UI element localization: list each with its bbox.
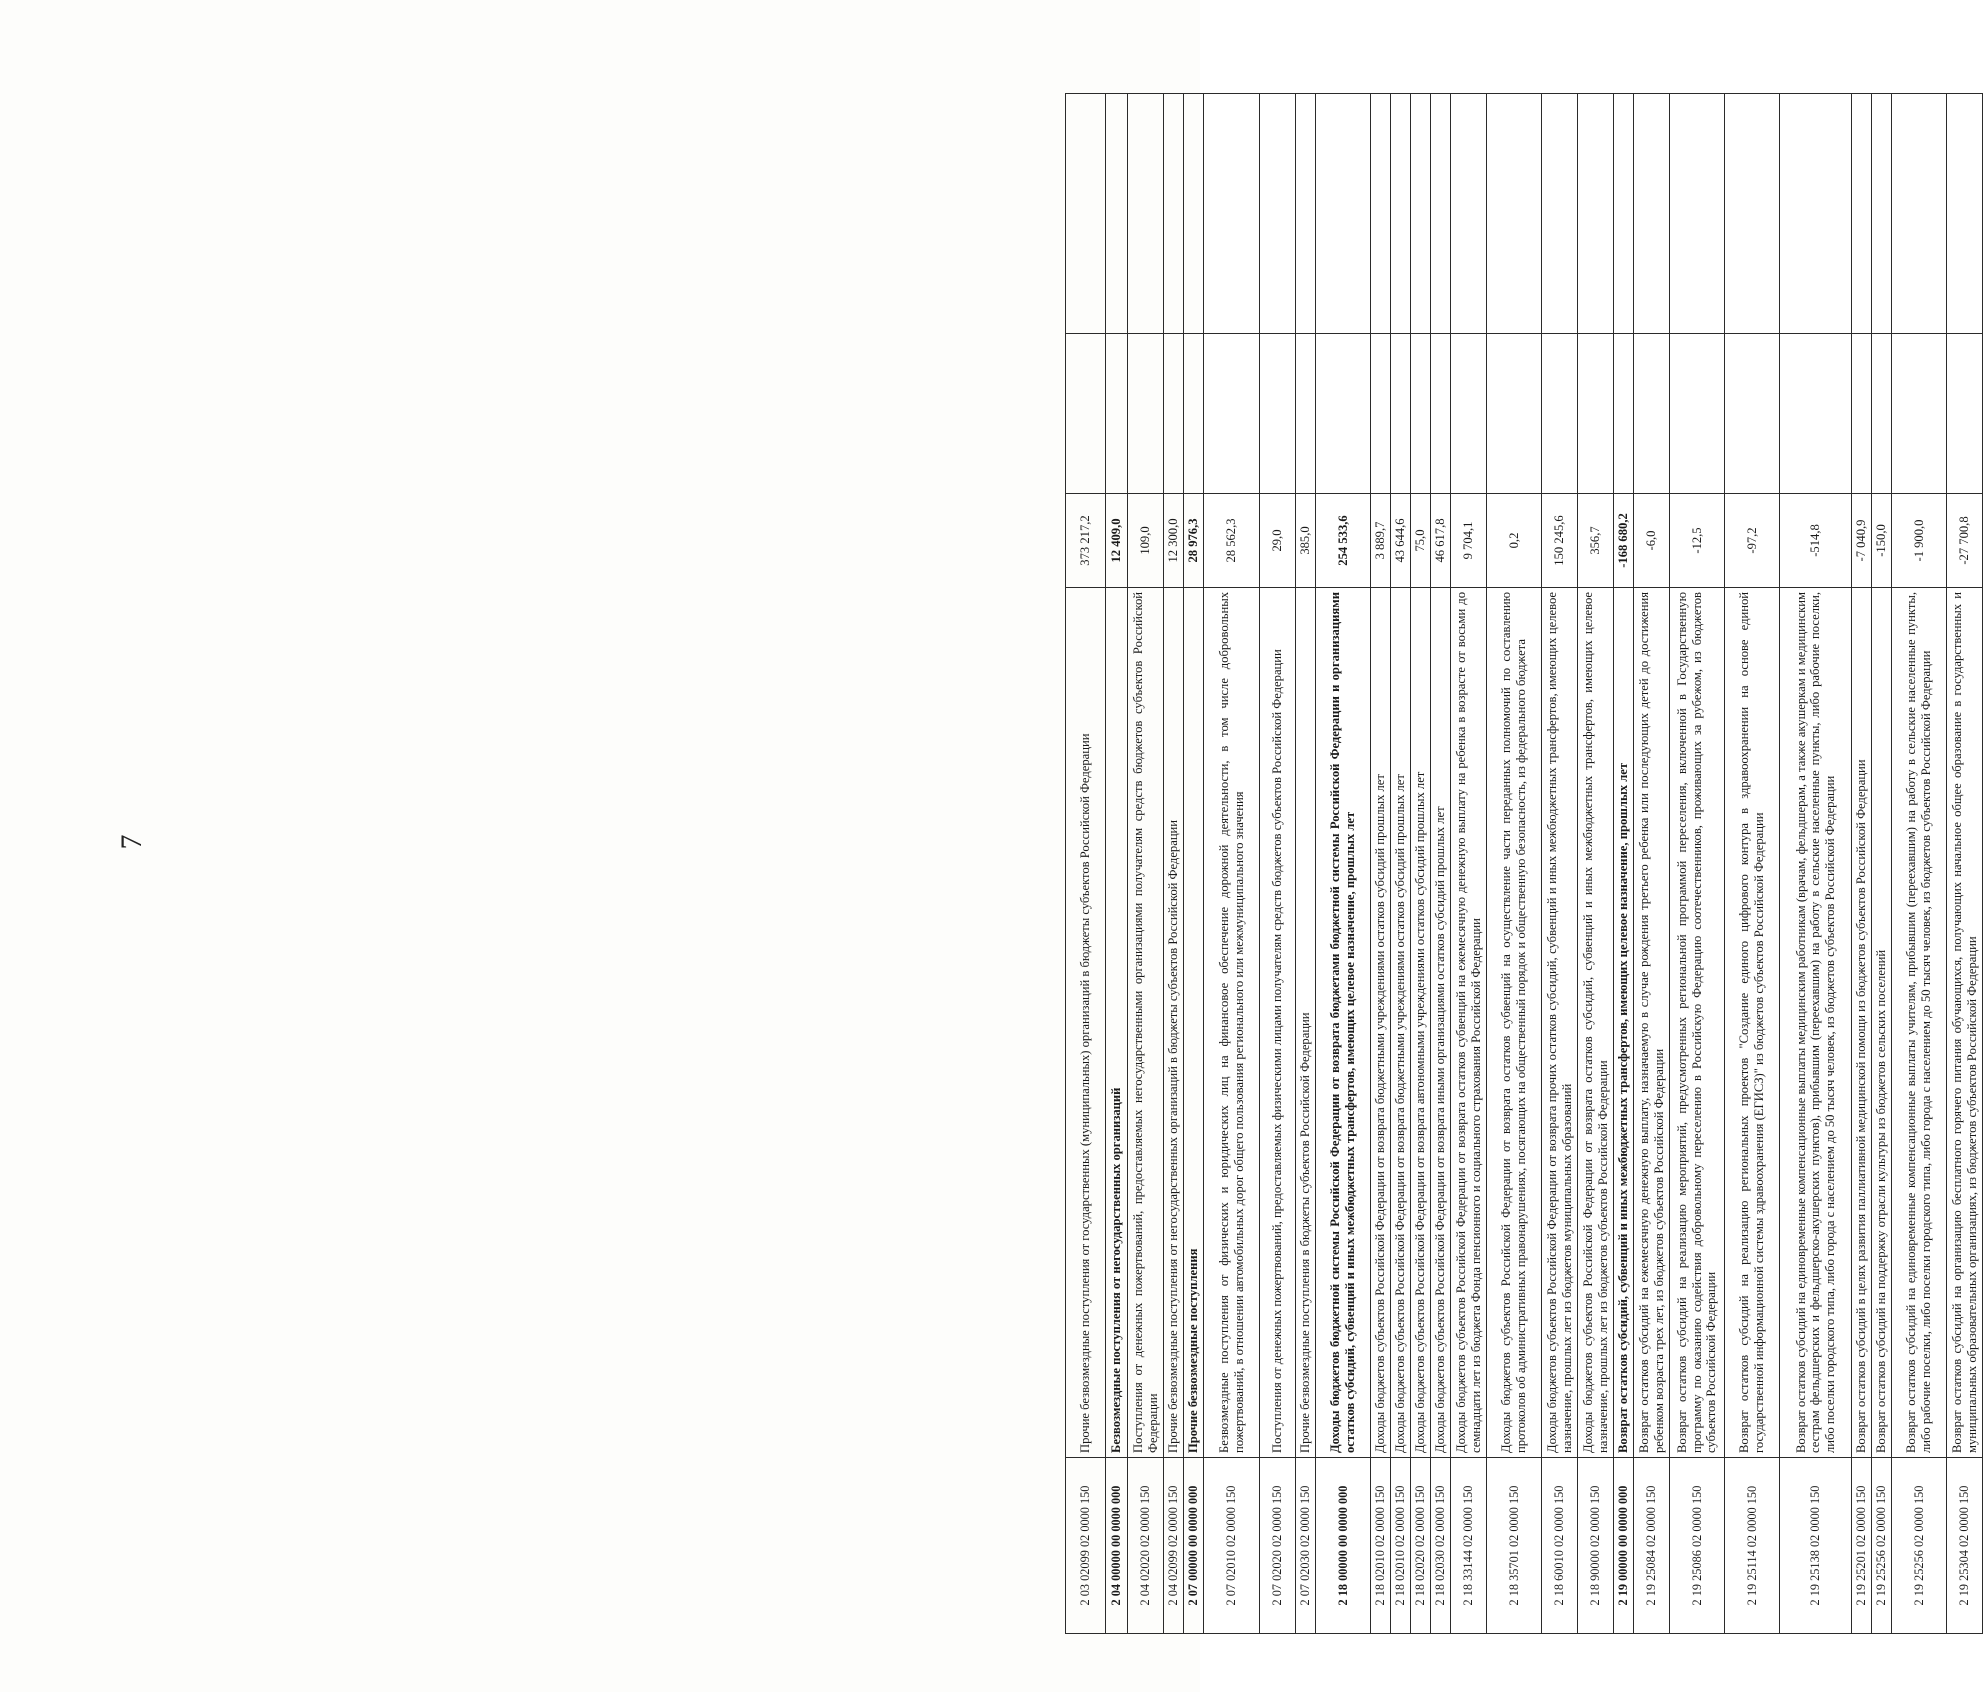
code-cell: 2 18 35701 02 0000 150 xyxy=(1487,1458,1542,1634)
table-row xyxy=(1296,94,1316,1634)
code-cell: 2 18 00000 00 0000 000 xyxy=(1316,1458,1371,1634)
code-cell: 2 19 25138 02 0000 150 xyxy=(1780,1458,1852,1634)
empty-cell xyxy=(1487,334,1542,494)
name-cell: Возврат остатков субсидий на единовременные компенсационные выплаты медицинским работникам (врачам, фельдшерам, а также акушеркам и медицинским сестрам фельдшерских и фельдшерско-акушерских пунктов), прибывшим (переехавшим) на работу в сельские населенные пункты, либо рабочие поселки, либо поселки городского типа, либо города с населением до 50 тысяч человек, из бюджетов субъектов Российской Федерации xyxy=(1780,588,1852,1458)
empty-cell xyxy=(1411,94,1431,334)
value-cell: 29,0 xyxy=(1260,494,1296,588)
empty-cell xyxy=(1391,334,1411,494)
name-cell: Поступления от денежных пожертвований, предоставляемых физическими лицами получателям средств бюджетов субъектов Российской Федерации xyxy=(1260,588,1296,1458)
value-cell: 109,0 xyxy=(1128,494,1164,588)
empty-cell xyxy=(1371,94,1391,334)
empty-cell xyxy=(1391,94,1411,334)
rotated-table-container xyxy=(1065,94,1979,1634)
value-cell: 12 409,0 xyxy=(1106,494,1128,588)
table-row xyxy=(1128,94,1164,1634)
value-cell: -150,0 xyxy=(1872,494,1892,588)
value-cell: 385,0 xyxy=(1296,494,1316,588)
code-cell: 2 19 25084 02 0000 150 xyxy=(1634,1458,1670,1634)
table-row xyxy=(1725,94,1780,1634)
table-row xyxy=(1487,94,1542,1634)
code-cell: 2 04 02099 02 0000 150 xyxy=(1164,1458,1184,1634)
value-cell: -1 900,0 xyxy=(1892,494,1947,588)
empty-cell xyxy=(1204,334,1260,494)
table-row xyxy=(1578,94,1614,1634)
value-cell: 28 562,3 xyxy=(1204,494,1260,588)
code-cell: 2 19 25201 02 0000 150 xyxy=(1852,1458,1872,1634)
name-cell: Доходы бюджетов субъектов Российской Федерации от возврата автономными учреждениями остатков субсидий прошлых лет xyxy=(1411,588,1431,1458)
empty-cell xyxy=(1780,334,1852,494)
name-cell: Доходы бюджетов субъектов Российской Федерации от возврата прочих остатков субсидий, субвенций и иных межбюджетных трансфертов, имеющих целевое назначение, прошлых лет из бюджетов муниципальных образований xyxy=(1542,588,1578,1458)
empty-cell xyxy=(1106,334,1128,494)
table-row xyxy=(1892,94,1947,1634)
empty-cell xyxy=(1542,94,1578,334)
table-row xyxy=(1451,94,1487,1634)
empty-cell xyxy=(1670,334,1725,494)
value-cell: -168 680,2 xyxy=(1614,494,1634,588)
empty-cell xyxy=(1725,94,1780,334)
table-row xyxy=(1947,94,1983,1634)
name-cell: Прочие безвозмездные поступления от негосударственных организаций в бюджеты субъектов Российской Федерации xyxy=(1164,588,1184,1458)
empty-cell xyxy=(1634,334,1670,494)
table-row xyxy=(1260,94,1296,1634)
empty-cell xyxy=(1670,94,1725,334)
empty-cell xyxy=(1164,334,1184,494)
code-cell: 2 04 02020 02 0000 150 xyxy=(1128,1458,1164,1634)
empty-cell xyxy=(1634,94,1670,334)
table-row xyxy=(1164,94,1184,1634)
code-cell: 2 18 33144 02 0000 150 xyxy=(1451,1458,1487,1634)
empty-cell xyxy=(1614,334,1634,494)
empty-cell xyxy=(1296,94,1316,334)
table-row xyxy=(1431,94,1451,1634)
name-cell: Прочие безвозмездные поступления xyxy=(1184,588,1204,1458)
name-cell: Безвозмездные поступления от физических и юридических лиц на финансовое обеспечение дорожной деятельности, в том числе добровольных пожертвований, в отношении автомобильных дорог общего пользования регионального или межмуниципального значения xyxy=(1204,588,1260,1458)
code-cell: 2 18 02030 02 0000 150 xyxy=(1431,1458,1451,1634)
code-cell: 2 18 02020 02 0000 150 xyxy=(1411,1458,1431,1634)
empty-cell xyxy=(1947,94,1983,334)
table-row xyxy=(1852,94,1872,1634)
value-cell: 28 976,3 xyxy=(1184,494,1204,588)
empty-cell xyxy=(1852,334,1872,494)
empty-cell xyxy=(1725,334,1780,494)
code-cell: 2 18 02010 02 0000 150 xyxy=(1391,1458,1411,1634)
name-cell: Доходы бюджетов бюджетной системы Российской Федерации от возврата бюджетами бюджетной системы Российской Федерации и организациями остатков субсидий, субвенций и иных межбюджетных трансфертов, имеющих целевое назначение, прошлых лет xyxy=(1316,588,1371,1458)
name-cell: Доходы бюджетов субъектов Российской Федерации от возврата бюджетными учреждениями остатков субсидий прошлых лет xyxy=(1371,588,1391,1458)
table-row xyxy=(1204,94,1260,1634)
name-cell: Доходы бюджетов субъектов Российской Федерации от возврата бюджетными учреждениями остатков субсидий прошлых лет xyxy=(1391,588,1411,1458)
value-cell: -6,0 xyxy=(1634,494,1670,588)
table-row xyxy=(1316,94,1371,1634)
code-cell: 2 18 60010 02 0000 150 xyxy=(1542,1458,1578,1634)
empty-cell xyxy=(1614,94,1634,334)
value-cell: 9 704,1 xyxy=(1451,494,1487,588)
empty-cell xyxy=(1451,334,1487,494)
empty-cell xyxy=(1066,334,1106,494)
empty-cell xyxy=(1542,334,1578,494)
empty-cell xyxy=(1431,94,1451,334)
empty-cell xyxy=(1164,94,1184,334)
value-cell: -514,8 xyxy=(1780,494,1852,588)
value-cell: 46 617,8 xyxy=(1431,494,1451,588)
empty-cell xyxy=(1066,94,1106,334)
empty-cell xyxy=(1872,334,1892,494)
empty-cell xyxy=(1128,94,1164,334)
name-cell: Прочие безвозмездные поступления в бюджеты субъектов Российской Федерации xyxy=(1296,588,1316,1458)
code-cell: 2 19 25086 02 0000 150 xyxy=(1670,1458,1725,1634)
value-cell: 0,2 xyxy=(1487,494,1542,588)
empty-cell xyxy=(1578,334,1614,494)
code-cell: 2 19 00000 00 0000 000 xyxy=(1614,1458,1634,1634)
empty-cell xyxy=(1184,94,1204,334)
table-row xyxy=(1391,94,1411,1634)
name-cell: Доходы бюджетов субъектов Российской Федерации от возврата остатков субсидий, субвенций и иных межбюджетных трансфертов, имеющих целевое назначение, прошлых лет из бюджетов субъектов Российской Федерации xyxy=(1578,588,1614,1458)
table-row xyxy=(1634,94,1670,1634)
empty-cell xyxy=(1487,94,1542,334)
empty-cell xyxy=(1128,334,1164,494)
empty-cell xyxy=(1892,94,1947,334)
empty-cell xyxy=(1204,94,1260,334)
code-cell: 2 03 02099 02 0000 150 xyxy=(1066,1458,1106,1634)
name-cell: Возврат остатков субсидий на реализацию мероприятий, предусмотренных региональной программой переселения, включенной в Государственную программу по оказанию содействия добровольному переселению в Российскую Федерацию соотечественников, проживающих за рубежом, из бюджетов субъектов Российской Федерации xyxy=(1670,588,1725,1458)
code-cell: 2 18 02010 02 0000 150 xyxy=(1371,1458,1391,1634)
revenue-table xyxy=(1065,93,1983,1634)
name-cell: Возврат остатков субсидий на поддержку отрасли культуры из бюджетов сельских поселений xyxy=(1872,588,1892,1458)
empty-cell xyxy=(1431,334,1451,494)
empty-cell xyxy=(1947,334,1983,494)
table-row xyxy=(1411,94,1431,1634)
value-cell: -97,2 xyxy=(1725,494,1780,588)
value-cell: 254 533,6 xyxy=(1316,494,1371,588)
table-row xyxy=(1614,94,1634,1634)
code-cell: 2 18 90000 02 0000 150 xyxy=(1578,1458,1614,1634)
empty-cell xyxy=(1316,334,1371,494)
value-cell: 3 889,7 xyxy=(1371,494,1391,588)
table-row xyxy=(1066,94,1106,1634)
page-number: 7 xyxy=(115,834,148,850)
name-cell: Возврат остатков субсидий на реализацию региональных проектов "Создание единого цифрового контура в здравоохранении на основе единой государственной информационной системы здравоохранения (ЕГИСЗ)" из бюджетов субъектов Российской Федерации xyxy=(1725,588,1780,1458)
table-row xyxy=(1780,94,1852,1634)
code-cell: 2 19 25256 02 0000 150 xyxy=(1872,1458,1892,1634)
name-cell: Возврат остатков субсидий на ежемесячную денежную выплату, назначаемую в случае рождения третьего ребенка или последующих детей до достижения ребенком возраста трех лет, из бюджетов субъектов Российской Федерации xyxy=(1634,588,1670,1458)
name-cell: Возврат остатков субсидий на единовременные компенсационные выплаты учителям, прибывшим (переехавшим) на работу в сельские населенные пункты, либо рабочие поселки, либо поселки городского типа, либо города с населением до 50 тысяч человек, из бюджетов субъектов Российской Федерации xyxy=(1892,588,1947,1458)
empty-cell xyxy=(1852,94,1872,334)
value-cell: 75,0 xyxy=(1411,494,1431,588)
table-row xyxy=(1542,94,1578,1634)
table-row xyxy=(1872,94,1892,1634)
value-cell: 150 245,6 xyxy=(1542,494,1578,588)
code-cell: 2 19 25114 02 0000 150 xyxy=(1725,1458,1780,1634)
empty-cell xyxy=(1578,94,1614,334)
name-cell: Доходы бюджетов субъектов Российской Федерации от возврата остатков субвенций на осуществление части переданных полномочий по составлению протоколов об административных правонарушениях, посягающих на общественный порядок и общественную безопасность, из федерального бюджета xyxy=(1487,588,1542,1458)
empty-cell xyxy=(1780,94,1852,334)
table-row xyxy=(1184,94,1204,1634)
empty-cell xyxy=(1371,334,1391,494)
value-cell: -7 040,9 xyxy=(1852,494,1872,588)
name-cell: Безвозмездные поступления от негосударственных организаций xyxy=(1106,588,1128,1458)
code-cell: 2 07 02030 02 0000 150 xyxy=(1296,1458,1316,1634)
code-cell: 2 19 25304 02 0000 150 xyxy=(1947,1458,1983,1634)
empty-cell xyxy=(1872,94,1892,334)
table-row xyxy=(1371,94,1391,1634)
empty-cell xyxy=(1316,94,1371,334)
table-row xyxy=(1106,94,1128,1634)
empty-cell xyxy=(1260,94,1296,334)
code-cell: 2 07 00000 00 0000 000 xyxy=(1184,1458,1204,1634)
empty-cell xyxy=(1411,334,1431,494)
empty-cell xyxy=(1892,334,1947,494)
value-cell: -12,5 xyxy=(1670,494,1725,588)
empty-cell xyxy=(1184,334,1204,494)
table-row xyxy=(1670,94,1725,1634)
name-cell: Доходы бюджетов субъектов Российской Федерации от возврата иными организациями остатков субсидий прошлых лет xyxy=(1431,588,1451,1458)
empty-cell xyxy=(1451,94,1487,334)
name-cell: Возврат остатков субсидий в целях развития паллиативной медицинской помощи из бюджетов субъектов Российской Федерации xyxy=(1852,588,1872,1458)
value-cell: 356,7 xyxy=(1578,494,1614,588)
name-cell: Возврат остатков субсидий на организацию бесплатного горячего питания обучающихся, получающих начальное общее образование в государственных и муниципальных образовательных организациях, из бюджетов субъектов Российской Федерации xyxy=(1947,588,1983,1458)
value-cell: -27 700,8 xyxy=(1947,494,1983,588)
value-cell: 373 217,2 xyxy=(1066,494,1106,588)
name-cell: Поступления от денежных пожертвований, предоставляемых негосударственными организациями получателям средств бюджетов субъектов Российской Федерации xyxy=(1128,588,1164,1458)
name-cell: Доходы бюджетов субъектов Российской Федерации от возврата остатков субвенций на ежемесячную денежную выплату на ребенка в возрасте от восьми до семнадцати лет из бюджета Фонда пенсионного и социального страхования Российской Федерации xyxy=(1451,588,1487,1458)
code-cell: 2 04 00000 00 0000 000 xyxy=(1106,1458,1128,1634)
value-cell: 43 644,6 xyxy=(1391,494,1411,588)
code-cell: 2 07 02020 02 0000 150 xyxy=(1260,1458,1296,1634)
empty-cell xyxy=(1296,334,1316,494)
code-cell: 2 07 02010 02 0000 150 xyxy=(1204,1458,1260,1634)
empty-cell xyxy=(1106,94,1128,334)
name-cell: Возврат остатков субсидий, субвенций и иных межбюджетных трансфертов, имеющих целевое назначение, прошлых лет xyxy=(1614,588,1634,1458)
empty-cell xyxy=(1260,334,1296,494)
code-cell: 2 19 25256 02 0000 150 xyxy=(1892,1458,1947,1634)
name-cell: Прочие безвозмездные поступления от государственных (муниципальных) организаций в бюджеты субъектов Российской Федерации xyxy=(1066,588,1106,1458)
value-cell: 12 300,0 xyxy=(1164,494,1184,588)
